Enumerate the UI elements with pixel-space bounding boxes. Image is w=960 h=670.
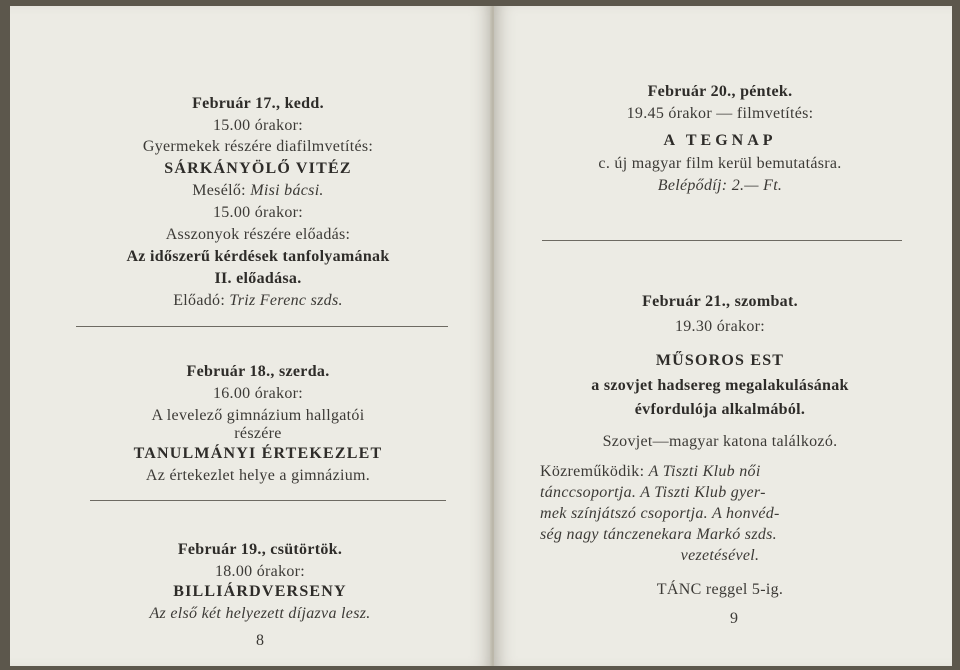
feb18-note: Az értekezlet helye a gimnázium.	[145, 467, 371, 484]
feb17-title1: SÁRKÁNYÖLŐ VITÉZ	[164, 160, 352, 177]
feb20-time: 19.45 órakor — filmvetítés:	[626, 105, 814, 122]
feb17-narrator	[192, 181, 324, 201]
feb21-performers-line4: ség nagy tánczenekara Markó szds.	[540, 526, 777, 543]
narrator-name: Misi bácsi.	[250, 182, 324, 199]
feb20-ticket: Belépődíj: 2.— Ft.	[657, 177, 783, 194]
right-page	[494, 6, 952, 666]
feb18-time: 16.00 órakor:	[212, 385, 304, 402]
lecturer-name: Triz Ferenc szds.	[229, 292, 343, 309]
feb19-time: 18.00 órakor:	[214, 563, 306, 580]
feb21-performers-line5: vezetésével.	[680, 547, 760, 564]
page-number: 8	[256, 632, 264, 649]
narrator-label: Mesélő:	[192, 182, 246, 199]
feb21-date: Február 21., szombat.	[642, 293, 798, 310]
feb18-title: TANULMÁNYI ÉRTEKEZLET	[133, 445, 383, 462]
feb17-desc1: Gyermekek részére diafilmvetítés:	[142, 138, 374, 155]
feb17-date: Február 17., kedd.	[192, 95, 324, 112]
feb21-sub-line1: a szovjet hadsereg megalakulásának	[591, 377, 849, 394]
feb21-time: 19.30 órakor:	[674, 318, 766, 335]
left-page	[10, 6, 492, 666]
performers-label: Közreműködik:	[540, 463, 645, 480]
feb17-time2: 15.00 órakor:	[212, 204, 304, 221]
feb21-performers-line2: tánccsoportja. A Tiszti Klub gyer-	[540, 484, 766, 501]
feb19-date: Február 19., csütörtök.	[177, 541, 343, 558]
feb17-lecturer	[173, 291, 343, 311]
lecturer-label: Előadó:	[173, 292, 226, 309]
feb17-title2-line1: Az időszerű kérdések tanfolyamának	[126, 248, 390, 265]
feb21-meeting: Szovjet—magyar katona találkozó.	[602, 433, 838, 450]
divider	[90, 500, 446, 501]
divider	[542, 240, 902, 241]
feb21-title: MŰSOROS EST	[655, 352, 785, 369]
page-number: 9	[730, 610, 738, 627]
feb19-title: BILLIÁRDVERSENY	[173, 583, 347, 600]
divider	[76, 326, 448, 327]
feb20-title: A TEGNAP	[663, 132, 777, 149]
feb21-dance: TÁNC reggel 5-ig.	[656, 581, 784, 598]
feb21-sub-line2: évfordulója alkalmából.	[634, 401, 806, 418]
feb18-desc-line2: részére	[234, 425, 282, 442]
feb20-desc: c. új magyar film kerül bemutatásra.	[598, 155, 842, 172]
feb18-desc-line1: A levelező gimnázium hallgatói	[151, 407, 365, 424]
feb17-title2-line2: II. előadása.	[214, 270, 302, 287]
feb17-time1: 15.00 órakor:	[212, 117, 304, 134]
feb18-date: Február 18., szerda.	[186, 363, 330, 380]
feb21-performers-line3: mek színjátszó csoportja. A honvéd-	[540, 505, 780, 522]
feb17-desc2: Asszonyok részére előadás:	[165, 226, 351, 243]
feb20-date: Február 20., péntek.	[647, 83, 793, 100]
performers-text: A Tiszti Klub női	[648, 463, 761, 480]
feb21-performers-line1	[540, 462, 761, 482]
feb19-note: Az első két helyezett díjazva lesz.	[149, 605, 371, 622]
